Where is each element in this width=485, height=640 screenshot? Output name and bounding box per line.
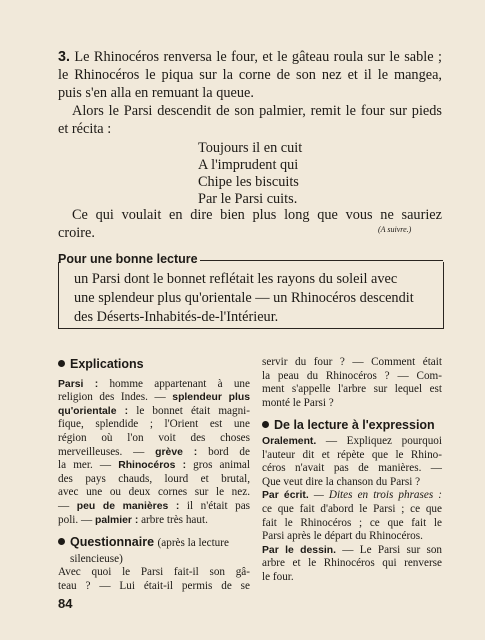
poem-line: Toujours il en cuit bbox=[198, 140, 303, 156]
text-line: monté le Parsi ? bbox=[262, 396, 334, 409]
to-be-continued: (A suivre.) bbox=[378, 225, 412, 234]
text-line: 3. Le Rhinocéros renversa le four, et le gâteau roula sur le sable ; bbox=[58, 49, 442, 65]
text-line: et récita : bbox=[58, 121, 112, 137]
text-line: Alors le Parsi descendit de son palmier, remit le four sur pieds bbox=[72, 103, 442, 119]
text-line: Par écrit. — Dites en trois phrases : bbox=[262, 489, 442, 502]
text-line: teau ? — Lui était-il permis de se bbox=[58, 579, 250, 592]
text-line: — peu de manières : il n'était pas bbox=[58, 499, 251, 512]
text-line: Que veut dire la chanson du Parsi ? bbox=[262, 475, 421, 488]
bullet-icon bbox=[58, 360, 65, 367]
text-line: région où l'on voit des choses bbox=[58, 431, 250, 444]
text-line: Avec quoi le Parsi fait-il son gâ- bbox=[58, 566, 250, 579]
text-line: Par le dessin. — Le Parsi sur son bbox=[262, 543, 443, 556]
text-line: religion des Indes. — splendeur plus bbox=[58, 391, 250, 404]
text-line: une splendeur plus qu'orientale — un Rhinocéros descendit bbox=[74, 290, 414, 306]
text-line: ce que fait d'abord le Parsi ; ce que bbox=[262, 502, 442, 515]
bonne-lecture-title: Pour une bonne lecture bbox=[58, 252, 198, 266]
text-line: Ce qui voulait en dire bien plus long que vous ne sauriez bbox=[72, 207, 442, 223]
text-line: des Déserts-Inhabités-de-l'Intérieur. bbox=[74, 309, 279, 325]
left-column bbox=[58, 358, 250, 594]
bonne-lecture-text bbox=[74, 270, 414, 327]
text-line: le four. bbox=[262, 570, 294, 583]
bonne-lecture-rule bbox=[200, 260, 443, 261]
poem-line: Chipe les biscuits bbox=[198, 174, 299, 190]
poem-line: A l'imprudent qui bbox=[198, 157, 299, 173]
questionnaire-heading: Questionnaire (après la lecture bbox=[58, 536, 250, 551]
text-line: céros n'avait pas de manières. — bbox=[262, 462, 442, 475]
text-line: avec une ou deux cornes sur le nez. bbox=[58, 486, 250, 499]
text-line: ment s'appelle l'arbre sur lequel est bbox=[262, 383, 442, 396]
text-line: le Rhinocéros le piqua sur la corne de son nez et il le mangea, bbox=[58, 67, 442, 83]
text-line: silencieuse) bbox=[70, 552, 123, 565]
text-line: arbre et le Rhinocéros qui renverse bbox=[262, 557, 442, 570]
page-number: 84 bbox=[58, 596, 73, 611]
section-number: 3. bbox=[58, 49, 70, 65]
text-line: Parsi : homme appartenant à une bbox=[58, 377, 250, 390]
text-line: fait le Rhinocéros ; ce que fait le bbox=[262, 516, 442, 529]
text-line: la mer. — Rhinocéros : gros animal bbox=[58, 459, 251, 472]
bullet-icon bbox=[58, 538, 65, 545]
bullet-icon bbox=[262, 421, 269, 428]
text-line: Parsi après le départ du Rhinocéros. bbox=[262, 530, 423, 543]
text-line: merveilleuses. — grève : bord de bbox=[58, 445, 250, 458]
text-line: puis s'en alla en remuant la queue. bbox=[58, 85, 254, 101]
text-line: la peau du Rhinocéros ? — Com- bbox=[262, 369, 442, 382]
text-line: Oralement. — Expliquez pourquoi bbox=[262, 434, 442, 447]
explications-heading: Explications bbox=[58, 358, 250, 372]
text-line: fique, splendide ; l'Orient est une bbox=[58, 418, 250, 431]
poem bbox=[198, 140, 302, 208]
poem-line: Par le Parsi cuits. bbox=[198, 191, 298, 207]
text-line: qu'orientale : le bonnet était magni- bbox=[58, 404, 251, 417]
right-column bbox=[262, 356, 442, 585]
text-line: l'auteur dit et répète que le Rhino- bbox=[262, 448, 442, 461]
text-line: des pays chauds, lourd et brutal, bbox=[58, 472, 250, 485]
text-line: servir du four ? — Comment était bbox=[262, 356, 442, 368]
expression-heading: De la lecture à l'expression bbox=[262, 419, 442, 433]
text-line: un Parsi dont le bonnet reflétait les rayons du soleil avec bbox=[74, 271, 398, 287]
text-line: croire. bbox=[58, 225, 95, 241]
text-line: poli. — palmier : arbre très haut. bbox=[58, 513, 208, 526]
